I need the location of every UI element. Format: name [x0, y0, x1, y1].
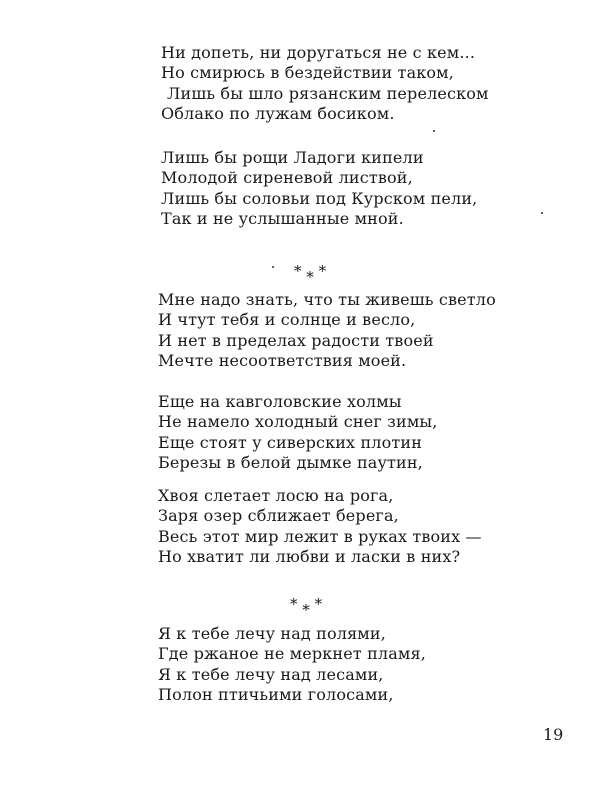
verse-line: Мне надо знать, что ты живешь светло	[158, 290, 496, 309]
verse-line: Хвоя слетает лосю на рога,	[158, 486, 394, 505]
verse-line: Не намело холодный снег зимы,	[158, 412, 438, 432]
poem2-stanza-b	[158, 392, 578, 473]
asterisk: *	[290, 595, 298, 613]
verse-line: Так и не услышанные мной.	[161, 208, 404, 228]
poem3-stanza-a	[158, 624, 578, 705]
section-separator	[294, 262, 327, 286]
verse-line: Но хватит ли любви и ласки в них?	[158, 546, 461, 566]
verse-line: Я к тебе лечу над лесами,	[158, 664, 384, 684]
ink-speck	[541, 212, 543, 214]
asterisk: *	[314, 595, 323, 613]
verse-line: Мечте несоответствия моей.	[158, 350, 407, 370]
verse-line: И чтут тебя и солнце и весло,	[158, 310, 416, 330]
verse-line: Заря озер сближает берега,	[158, 506, 399, 526]
verse-line: Но смирюсь в бездействии таком,	[161, 63, 455, 83]
verse-line: Полон птичьими голосами,	[158, 684, 394, 704]
poem2-stanza-c	[158, 486, 578, 567]
verse-line: Березы в белой дымке паутин,	[158, 452, 423, 472]
section-separator	[290, 595, 323, 619]
verse-line: Я к тебе лечу над полями,	[158, 624, 386, 643]
page-number: 19	[543, 725, 564, 744]
verse-line: Весь этот мир лежит в руках твоих —	[158, 526, 482, 546]
asterisk: *	[318, 262, 327, 280]
ink-speck	[272, 266, 274, 268]
verse-line: Еще стоят у сиверских плотин	[158, 432, 423, 452]
ink-speck	[433, 130, 435, 132]
poem1-stanza-b	[161, 148, 581, 229]
poem2-stanza-a	[158, 290, 578, 371]
poem1-stanza-a	[161, 43, 581, 124]
asterisk: *	[294, 262, 302, 280]
asterisk: *	[306, 268, 314, 286]
verse-line: Облако по лужам босиком.	[161, 103, 395, 123]
verse-line: Где ржаное не меркнет пламя,	[158, 644, 426, 664]
verse-line: И нет в пределах радости твоей	[158, 330, 434, 350]
verse-line: Лишь бы соловьи под Курском пели,	[161, 188, 478, 208]
verse-line: Молодой сиреневой листвой,	[161, 168, 413, 188]
verse-line: Лишь бы шло рязанским перелеском	[167, 83, 489, 103]
verse-line: Еще на кавголовские холмы	[158, 392, 402, 411]
asterisk: *	[302, 601, 310, 619]
verse-line: Ни допеть, ни доругаться не с кем...	[161, 43, 476, 62]
verse-line: Лишь бы рощи Ладоги кипели	[161, 148, 424, 167]
